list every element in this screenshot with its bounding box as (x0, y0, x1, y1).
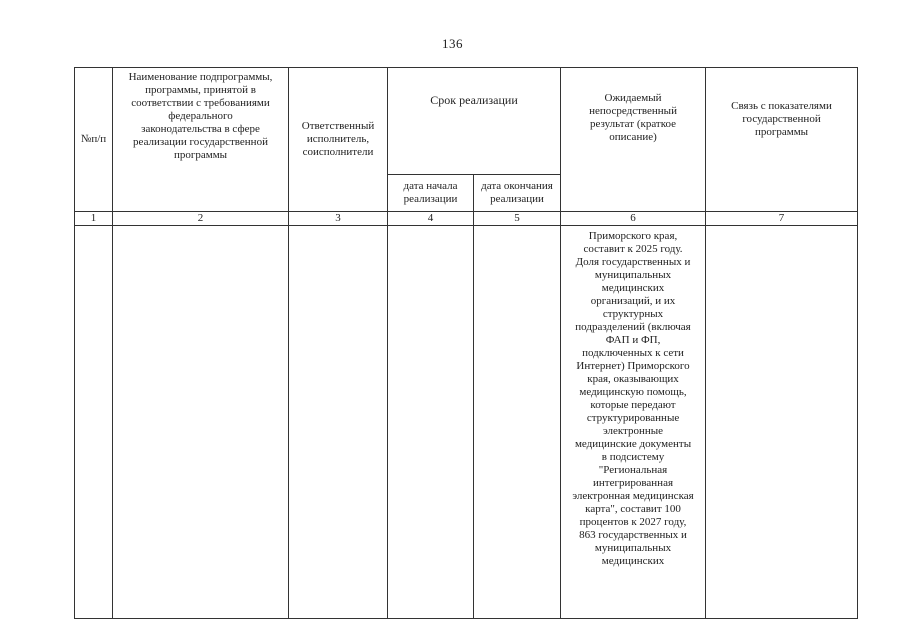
column-number-5: 5 (474, 212, 561, 226)
body-cell-expected-result: Приморского края, составит к 2025 году. Доля государственных и муниципальных медицинских организаций, и их структурных подразделений (включая ФАП и ФП, подключенных к сети Интернет) Приморского края, оказывающих медицинскую помощь, которые передают структурированные электронные медицинские документы в подсистему "Региональная интегрированная электронная медицинская карта", составит 100 процентов к 2027 году, 863 государственных и муниципальных медицинских (561, 226, 706, 619)
page-number: 136 (442, 36, 463, 51)
header-end-date: дата окончания реализации (474, 175, 561, 212)
column-number-1: 1 (75, 212, 113, 226)
program-table (74, 67, 858, 619)
header-subprogram-name: Наименование подпрограммы, программы, принятой в соответствии с требованиями федерального законодательства в сфере реализации государственной программы (113, 68, 289, 212)
body-cell-indicator-link (706, 226, 858, 619)
column-number-4: 4 (388, 212, 474, 226)
column-number-3: 3 (289, 212, 388, 226)
body-cell-responsible (289, 226, 388, 619)
body-cell-end-date (474, 226, 561, 619)
header-implementation-period: Срок реализации (388, 68, 561, 175)
body-cell-start-date (388, 226, 474, 619)
header-responsible: Ответственный исполнитель, соисполнители (289, 68, 388, 212)
column-number-7: 7 (706, 212, 858, 226)
column-number-6: 6 (561, 212, 706, 226)
body-cell-number (75, 226, 113, 619)
body-cell-subprogram (113, 226, 289, 619)
header-number: №п/п (75, 68, 113, 212)
header-start-date: дата начала реализации (388, 175, 474, 212)
header-expected-result: Ожидаемый непосредственный результат (краткое описание) (561, 68, 706, 212)
header-indicator-link: Связь с показателями государственной программы (706, 68, 858, 212)
column-number-2: 2 (113, 212, 289, 226)
